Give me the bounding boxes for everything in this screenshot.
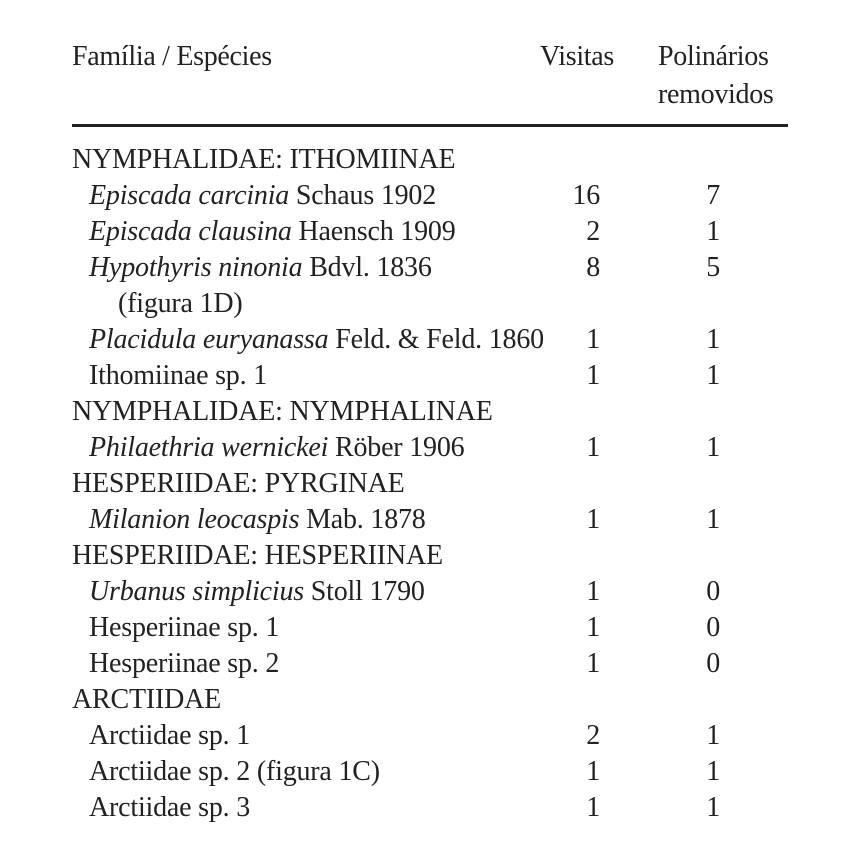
- visits-value: 1: [586, 360, 600, 391]
- species-row: [0, 718, 860, 754]
- column-header-species: Família / Espécies: [72, 41, 272, 72]
- species-name: [89, 358, 267, 394]
- visits-value: 1: [586, 504, 600, 535]
- note-row: [0, 286, 860, 322]
- species-row: [0, 610, 860, 646]
- species-row: [0, 178, 860, 214]
- pollinaria-value: 1: [706, 792, 720, 823]
- pollinaria-value: 0: [706, 648, 720, 679]
- species-name: [89, 574, 425, 610]
- species-authority: Arctiidae sp. 2 (figura 1C): [89, 756, 380, 787]
- pollinaria-value: 5: [706, 252, 720, 283]
- species-row: [0, 502, 860, 538]
- species-authority: Arctiidae sp. 3: [89, 792, 251, 823]
- species-authority: Mab. 1878: [299, 504, 426, 535]
- species-authority: Ithomiinae sp. 1: [89, 360, 267, 391]
- species-binomial: Urbanus simplicius: [89, 576, 304, 607]
- species-authority: Röber 1906: [328, 432, 465, 463]
- species-name: [89, 178, 436, 214]
- family-label: ARCTIIDAE: [72, 684, 222, 715]
- family-row: [0, 142, 860, 178]
- species-row: [0, 430, 860, 466]
- species-row: [0, 646, 860, 682]
- pollinaria-value: 0: [706, 612, 720, 643]
- species-authority: Feld. & Feld. 1860: [328, 324, 544, 355]
- family-label: HESPERIIDAE: HESPERIINAE: [72, 540, 443, 571]
- species-name: [89, 790, 250, 826]
- pollinaria-value: 0: [706, 576, 720, 607]
- species-binomial: Episcada clausina: [89, 216, 292, 247]
- species-binomial: Placidula euryanassa: [89, 324, 329, 355]
- pollinaria-value: 1: [706, 432, 720, 463]
- header-rule: [72, 124, 788, 127]
- species-name: [89, 250, 432, 286]
- species-row: [0, 358, 860, 394]
- species-name: [89, 610, 279, 646]
- species-authority: Schaus 1902: [289, 180, 437, 211]
- species-authority: Hesperiinae sp. 2: [89, 648, 280, 679]
- pollinaria-value: 1: [706, 324, 720, 355]
- column-header-visits: Visitas: [540, 41, 614, 72]
- visits-value: 2: [586, 720, 600, 751]
- visits-value: 1: [586, 612, 600, 643]
- pollinaria-value: 1: [706, 504, 720, 535]
- family-label: HESPERIIDAE: PYRGINAE: [72, 468, 405, 499]
- family-row: [0, 538, 860, 574]
- family-row: [0, 466, 860, 502]
- pollinaria-value: 1: [706, 756, 720, 787]
- visits-value: 8: [586, 252, 600, 283]
- pollinaria-value: 1: [706, 360, 720, 391]
- species-name: [89, 502, 426, 538]
- species-authority: Arctiidae sp. 1: [89, 720, 251, 751]
- species-name: [89, 214, 456, 250]
- visits-value: 1: [586, 756, 600, 787]
- species-binomial: Milanion leocaspis: [89, 504, 300, 535]
- species-row: [0, 214, 860, 250]
- table-body: [0, 142, 860, 826]
- visits-value: 1: [586, 324, 600, 355]
- species-note: (figura 1D): [118, 288, 243, 319]
- family-row: [0, 682, 860, 718]
- species-row: [0, 754, 860, 790]
- visits-value: 1: [586, 432, 600, 463]
- species-authority: Haensch 1909: [291, 216, 456, 247]
- species-row: [0, 322, 860, 358]
- species-authority: Hesperiinae sp. 1: [89, 612, 280, 643]
- species-authority: Bdvl. 1836: [302, 252, 432, 283]
- column-header-pollinaria: [658, 38, 798, 114]
- species-binomial: Episcada carcinia: [89, 180, 290, 211]
- visits-value: 16: [572, 180, 600, 211]
- species-name: [89, 322, 544, 358]
- visits-value: 1: [586, 576, 600, 607]
- column-header-pollinaria-line1: Polinários: [658, 41, 769, 72]
- family-label: NYMPHALIDAE: NYMPHALINAE: [72, 396, 493, 427]
- family-label: NYMPHALIDAE: ITHOMIINAE: [72, 144, 456, 175]
- visits-value: 2: [586, 216, 600, 247]
- species-name: [89, 754, 380, 790]
- species-name: [89, 646, 279, 682]
- column-header-pollinaria-line2: removidos: [658, 79, 774, 110]
- species-authority: Stoll 1790: [303, 576, 425, 607]
- visits-value: 1: [586, 792, 600, 823]
- pollinaria-value: 1: [706, 216, 720, 247]
- pollinaria-value: 1: [706, 720, 720, 751]
- species-name: [89, 430, 464, 466]
- species-name: [89, 718, 250, 754]
- pollinaria-value: 7: [706, 180, 720, 211]
- family-row: [0, 394, 860, 430]
- species-binomial: Hypothyris ninonia: [89, 252, 303, 283]
- species-row: [0, 790, 860, 826]
- visits-value: 1: [586, 648, 600, 679]
- species-row: [0, 250, 860, 286]
- species-binomial: Philaethria wernickei: [89, 432, 329, 463]
- species-row: [0, 574, 860, 610]
